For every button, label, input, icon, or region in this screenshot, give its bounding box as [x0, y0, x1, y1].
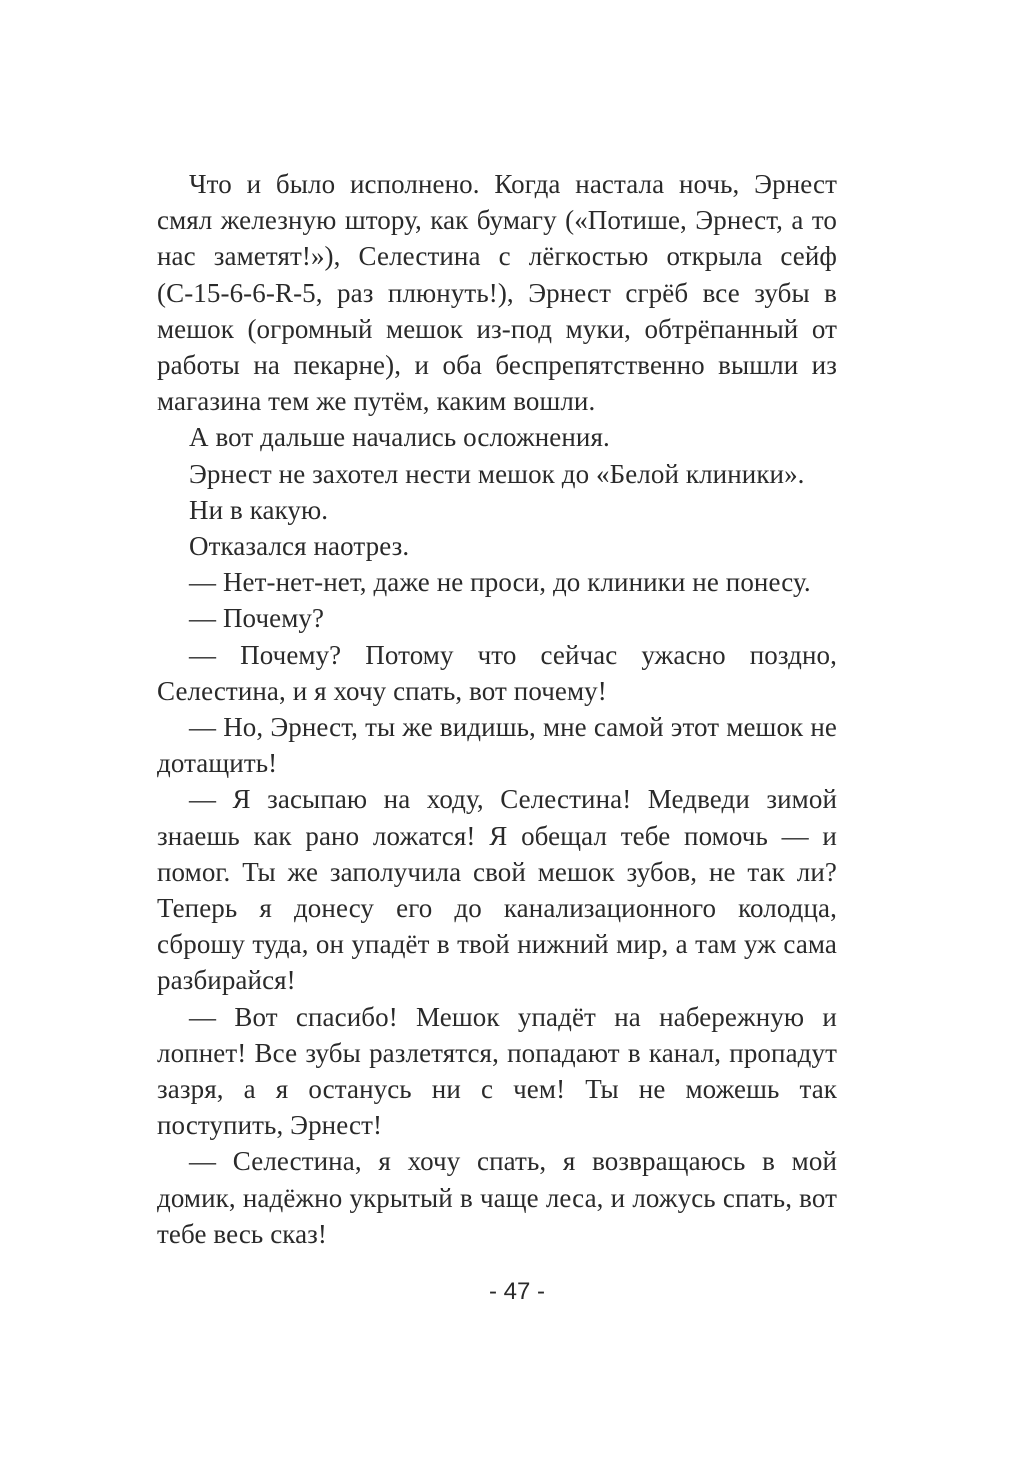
paragraph: Эрнест не захотел нести мешок до «Белой клиники». [189, 458, 805, 489]
paragraph: — Но, Эрнест, ты же видишь, мне самой этот мешок не дотащить! [157, 712, 837, 779]
paragraph: — Почему? [189, 603, 325, 634]
paragraph: Что и было исполнено. Когда настала ночь, Эрнест смял железную штору, как бумагу («Потише, Эрнест, а то нас заметят!»), Селестина с лёгкостью открыла сейф (С-15-6-6-R-5, раз плюнуть!), Эрнест сгрёб все зубы в мешок (огромный мешок из-под муки, обтрёпанный от работы на пекарне), и оба беспрепятственно вышли из магазина тем же путём, каким вошли. [157, 169, 837, 417]
paragraph: — Вот спасибо! Мешок упадёт на набережную и лопнет! Все зубы разлетятся, попадают в канал, пропадут зазря, а я останусь ни с чем! Ты не можешь так поступить, Эрнест! [157, 1001, 837, 1141]
page-number: - 47 - [488, 1278, 545, 1305]
paragraph: — Я засыпаю на ходу, Селестина! Медведи зимой знаешь как рано ложатся! Я обещал тебе помочь — и помог. Ты же заполучила свой мешок зубов, не так ли? Теперь я донесу его до канализационного колодца, сброшу туда, он упадёт в твой нижний мир, а там уж сама разбирайся! [157, 784, 837, 996]
paragraph: — Селестина, я хочу спать, я возвращаюсь в мой домик, надёжно укрытый в чаще леса, и ложусь спать, вот тебе весь сказ! [157, 1146, 837, 1249]
paragraph: Ни в какую. [189, 494, 329, 525]
paragraph: — Почему? Потому что сейчас ужасно поздно, Селестина, и я хочу спать, вот почему! [157, 639, 837, 706]
paragraph: А вот дальше начались осложнения. [189, 422, 610, 453]
body-text [157, 166, 837, 1252]
paragraph: — Нет-нет-нет, даже не проси, до клиники не понесу. [189, 567, 811, 598]
paragraph: Отказался наотрез. [189, 531, 410, 562]
